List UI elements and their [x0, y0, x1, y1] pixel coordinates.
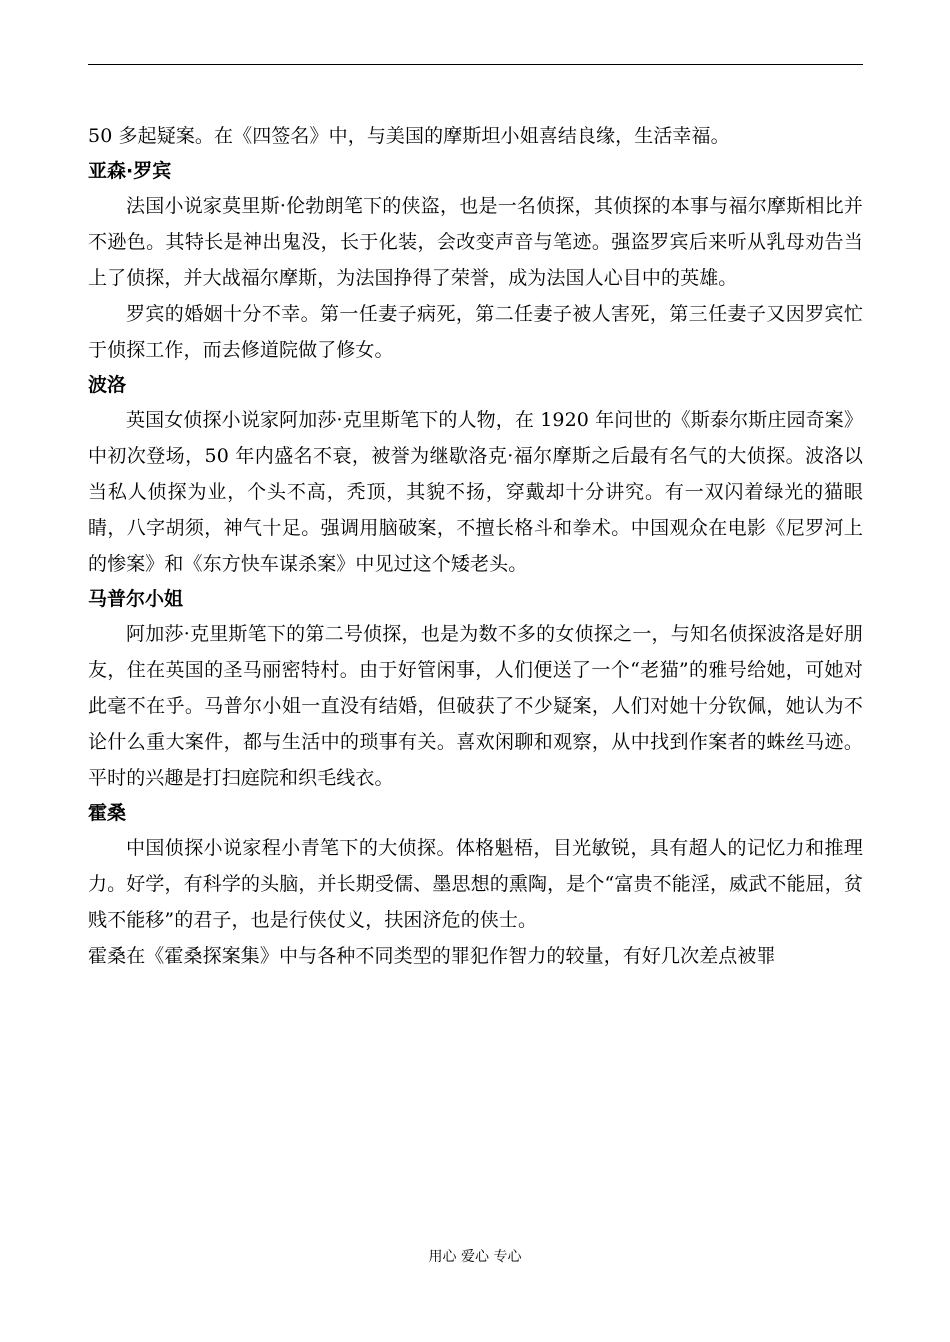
section-paragraph: 中国侦探小说家程小青笔下的大侦探。体格魁梧，目光敏锐，具有超人的记忆力和推理力。好学，有科学的头脑，并长期受儒、墨思想的熏陶，是个“富贵不能淫，威武不能屈，贫贱不能移”的君子，也是行侠仗义，扶困济危的侠士。 [88, 837, 863, 931]
section-paragraph: 罗宾的婚姻十分不幸。第一任妻子病死，第二任妻子被人害死，第三任妻子又因罗宾忙于侦探工作，而去修道院做了修女。 [88, 303, 863, 361]
section-paragraph: 阿加莎·克里斯笔下的第二号侦探，也是为数不多的女侦探之一，与知名侦探波洛是好朋友，住在英国的圣马丽密特村。由于好管闲事，人们便送了一个“老猫”的雅号给她，可她对此毫不在乎。马普尔小姐一直没有结婚，但破获了不少疑案，人们对她十分钦佩，她认为不论什么重大案件，都与生活中的琐事有关。喜欢闲聊和观察，从中找到作案者的蛛丝马迹。平时的兴趣是打扫庭院和织毛线衣。 [88, 623, 863, 789]
header-rule [88, 64, 863, 65]
section-paragraph: 英国女侦探小说家阿加莎·克里斯笔下的人物，在 1920 年问世的《斯泰尔斯庄园奇案》中初次登场，50 年内盛名不衰，被誉为继歇洛克·福尔摩斯之后最有名气的大侦探。波洛以当私人侦探为业，个头不高，秃顶，其貌不扬，穿戴却十分讲究。有一双闪着绿光的猫眼睛，八字胡须，神气十足。强调用脑破案，不擅长格斗和拳术。中国观众在电影《尼罗河上的惨案》和《东方快车谋杀案》中见过这个矮老头。 [88, 409, 863, 575]
section-huo-sang [88, 796, 863, 938]
page-footer: 用心 爱心 专心 [428, 1249, 522, 1265]
section-poirot [88, 368, 863, 582]
section-heading: 马普尔小姐 [88, 588, 184, 610]
section-miss-marple [88, 582, 863, 796]
document-body [88, 118, 863, 974]
intro-line: 50 多起疑案。在《四签名》中，与美国的摩斯坦小姐喜结良缘，生活幸福。 [88, 125, 730, 147]
section-heading: 波洛 [88, 374, 127, 396]
section-heading: 亚森·罗宾 [88, 160, 172, 182]
closing-line: 霍桑在《霍桑探案集》中与各种不同类型的罪犯作智力的较量，有好几次差点被罪 [88, 945, 776, 967]
section-heading: 霍桑 [88, 802, 127, 824]
section-paragraph: 法国小说家莫里斯·伦勃朗笔下的侠盗，也是一名侦探，其侦探的本事与福尔摩斯相比并不逊色。其特长是神出鬼没，长于化装，会改变声音与笔迹。强盗罗宾后来听从乳母劝告当上了侦探，并大战福尔摩斯，为法国挣得了荣誉，成为法国人心目中的英雄。 [88, 195, 863, 289]
section-arsene-lupin [88, 154, 863, 368]
